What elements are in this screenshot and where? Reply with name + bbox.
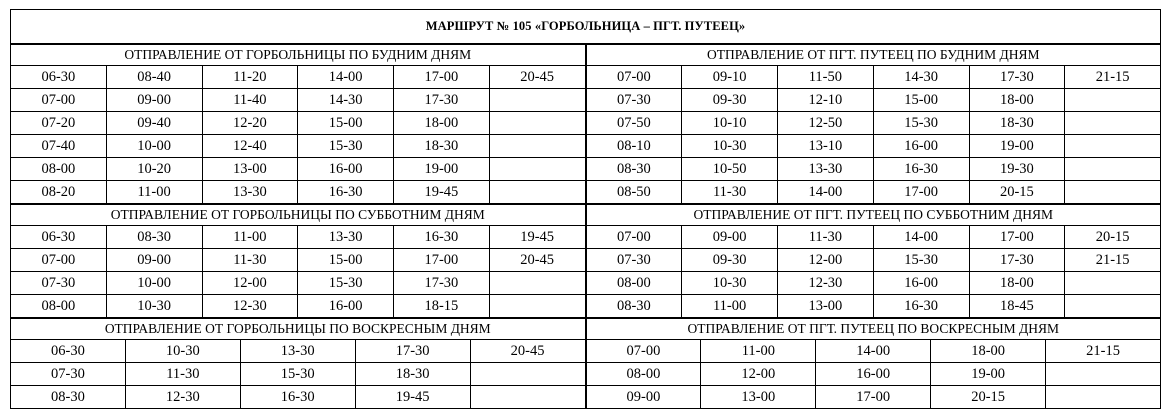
departures-from-puteets-saturday	[586, 204, 1162, 318]
departure-time-cell: 11-00	[682, 295, 778, 318]
departure-time-cell: 15-00	[298, 249, 394, 272]
departure-time-cell: 14-00	[873, 226, 969, 249]
departure-time-cell: 20-15	[969, 181, 1065, 204]
departure-time-cell: 17-00	[816, 386, 931, 409]
section-header: ОТПРАВЛЕНИЕ ОТ ПГТ. ПУТЕЕЦ ПО БУДНИМ ДНЯМ	[586, 45, 1161, 66]
departure-time-cell: 19-00	[931, 363, 1046, 386]
departure-time-cell: 07-40	[11, 135, 107, 158]
section-header: ОТПРАВЛЕНИЕ ОТ ГОРБОЛЬНИЦЫ ПО СУББОТНИМ ДНЯМ	[11, 205, 586, 226]
departure-time-cell: 15-30	[298, 272, 394, 295]
departure-time-cell: 12-20	[202, 112, 298, 135]
departure-time-cell: 21-15	[1046, 340, 1161, 363]
departure-time-cell: 12-00	[701, 363, 816, 386]
table-row	[11, 89, 586, 112]
table-row	[586, 386, 1161, 409]
table-row	[586, 363, 1161, 386]
departure-time-cell: 12-30	[125, 386, 240, 409]
departure-time-cell: 16-30	[394, 226, 490, 249]
table-row	[586, 181, 1161, 204]
departure-time-cell: 17-30	[394, 89, 490, 112]
table-row	[586, 135, 1161, 158]
section-header: ОТПРАВЛЕНИЕ ОТ ПГТ. ПУТЕЕЦ ПО ВОСКРЕСНЫМ ДНЯМ	[586, 319, 1161, 340]
departure-time-cell: 08-00	[11, 158, 107, 181]
departure-time-cell: 07-00	[586, 66, 682, 89]
table-row	[11, 112, 586, 135]
departure-time-cell: 07-00	[586, 226, 682, 249]
departures-from-puteets-sunday	[586, 318, 1162, 409]
departure-time-cell: 07-00	[11, 89, 107, 112]
departure-time-cell: 17-00	[394, 249, 490, 272]
table-row	[11, 226, 586, 249]
departure-time-cell: 18-00	[931, 340, 1046, 363]
departure-time-cell: 17-00	[969, 226, 1065, 249]
schedule-blocks	[10, 44, 1161, 409]
departure-time-cell	[470, 363, 585, 386]
departure-time-cell: 16-00	[298, 295, 394, 318]
departure-time-cell	[1065, 272, 1161, 295]
departure-time-cell: 07-30	[11, 363, 126, 386]
departure-time-cell: 16-00	[298, 158, 394, 181]
departure-time-cell: 16-30	[240, 386, 355, 409]
departure-time-cell: 17-30	[355, 340, 470, 363]
departure-time-cell: 11-40	[202, 89, 298, 112]
departure-time-cell	[1065, 158, 1161, 181]
departure-time-cell: 13-30	[298, 226, 394, 249]
departure-time-cell: 08-00	[586, 363, 701, 386]
table-row	[586, 295, 1161, 318]
departure-time-cell: 17-00	[873, 181, 969, 204]
departure-time-cell: 07-30	[586, 249, 682, 272]
departure-time-cell: 09-10	[682, 66, 778, 89]
departure-time-cell: 18-30	[969, 112, 1065, 135]
table-row	[586, 112, 1161, 135]
table-row	[586, 340, 1161, 363]
table-row	[11, 66, 586, 89]
table-row	[11, 386, 586, 409]
departure-time-cell: 21-15	[1065, 66, 1161, 89]
table-row	[586, 89, 1161, 112]
timetable	[10, 44, 586, 204]
departure-time-cell: 06-30	[11, 226, 107, 249]
section-header-row	[586, 205, 1161, 226]
schedule-block-saturday	[10, 204, 1161, 318]
table-row	[11, 158, 586, 181]
departure-time-cell: 07-20	[11, 112, 107, 135]
departure-time-cell: 08-40	[106, 66, 202, 89]
departure-time-cell: 18-30	[355, 363, 470, 386]
departure-time-cell	[489, 272, 585, 295]
departure-time-cell: 12-10	[778, 89, 874, 112]
schedule-sheet	[10, 9, 1161, 409]
departure-time-cell: 19-00	[969, 135, 1065, 158]
departure-time-cell: 07-30	[11, 272, 107, 295]
departure-time-cell: 13-30	[778, 158, 874, 181]
departure-time-cell: 10-30	[106, 295, 202, 318]
departure-time-cell: 08-50	[586, 181, 682, 204]
section-header-row	[586, 319, 1161, 340]
departure-time-cell	[489, 89, 585, 112]
section-header-row	[11, 319, 586, 340]
departure-time-cell: 10-30	[682, 272, 778, 295]
table-row	[586, 272, 1161, 295]
table-row	[586, 158, 1161, 181]
departure-time-cell: 16-00	[816, 363, 931, 386]
departure-time-cell: 08-20	[11, 181, 107, 204]
departure-time-cell: 13-00	[701, 386, 816, 409]
departure-time-cell: 09-40	[106, 112, 202, 135]
departure-time-cell: 11-30	[778, 226, 874, 249]
departure-time-cell: 18-30	[394, 135, 490, 158]
departure-time-cell: 10-50	[682, 158, 778, 181]
departure-time-cell: 20-15	[1065, 226, 1161, 249]
departure-time-cell: 12-50	[778, 112, 874, 135]
timetable	[10, 204, 586, 318]
departure-time-cell: 08-00	[586, 272, 682, 295]
table-row	[11, 295, 586, 318]
departure-time-cell: 17-30	[394, 272, 490, 295]
departure-time-cell: 15-00	[298, 112, 394, 135]
departure-time-cell: 12-40	[202, 135, 298, 158]
departure-time-cell: 19-00	[394, 158, 490, 181]
departure-time-cell: 08-30	[106, 226, 202, 249]
departure-time-cell: 12-30	[778, 272, 874, 295]
departure-time-cell: 16-00	[873, 135, 969, 158]
departure-time-cell: 07-50	[586, 112, 682, 135]
departure-time-cell: 12-00	[778, 249, 874, 272]
departure-time-cell: 07-00	[11, 249, 107, 272]
departure-time-cell: 08-30	[586, 295, 682, 318]
departure-time-cell: 17-30	[969, 66, 1065, 89]
departure-time-cell: 09-00	[106, 89, 202, 112]
schedule-block-sunday	[10, 318, 1161, 409]
departure-time-cell: 19-45	[489, 226, 585, 249]
departure-time-cell: 15-30	[240, 363, 355, 386]
departure-time-cell: 13-30	[202, 181, 298, 204]
departure-time-cell: 12-00	[202, 272, 298, 295]
table-row	[586, 249, 1161, 272]
departure-time-cell: 11-00	[106, 181, 202, 204]
departure-time-cell: 09-00	[682, 226, 778, 249]
departure-time-cell: 14-00	[778, 181, 874, 204]
departure-time-cell	[489, 295, 585, 318]
departure-time-cell: 16-30	[873, 158, 969, 181]
departure-time-cell: 17-00	[394, 66, 490, 89]
departure-time-cell: 10-30	[682, 135, 778, 158]
departure-time-cell	[1046, 363, 1161, 386]
departure-time-cell: 09-30	[682, 89, 778, 112]
section-header: ОТПРАВЛЕНИЕ ОТ ГОРБОЛЬНИЦЫ ПО ВОСКРЕСНЫМ ДНЯМ	[11, 319, 586, 340]
departure-time-cell: 15-30	[873, 249, 969, 272]
departure-time-cell: 18-00	[969, 272, 1065, 295]
departure-time-cell	[1065, 89, 1161, 112]
section-header: ОТПРАВЛЕНИЕ ОТ ГОРБОЛЬНИЦЫ ПО БУДНИМ ДНЯМ	[11, 45, 586, 66]
departure-time-cell: 20-45	[489, 249, 585, 272]
departure-time-cell: 13-30	[240, 340, 355, 363]
departures-from-puteets-weekday	[586, 44, 1162, 204]
departure-time-cell: 11-30	[125, 363, 240, 386]
timetable	[10, 318, 586, 409]
departure-time-cell: 08-30	[11, 386, 126, 409]
table-row	[586, 226, 1161, 249]
departure-time-cell: 07-30	[586, 89, 682, 112]
section-header-row	[586, 45, 1161, 66]
departure-time-cell: 06-30	[11, 66, 107, 89]
departure-time-cell: 14-00	[816, 340, 931, 363]
departure-time-cell	[489, 181, 585, 204]
departures-from-hospital-weekday	[10, 44, 586, 204]
section-header-row	[11, 205, 586, 226]
table-row	[11, 272, 586, 295]
departure-time-cell: 21-15	[1065, 249, 1161, 272]
departure-time-cell: 14-30	[298, 89, 394, 112]
departure-time-cell	[1065, 295, 1161, 318]
departure-time-cell	[1065, 135, 1161, 158]
departure-time-cell: 20-15	[931, 386, 1046, 409]
timetable	[586, 204, 1162, 318]
departure-time-cell	[1046, 386, 1161, 409]
departure-time-cell: 08-00	[11, 295, 107, 318]
table-row	[11, 249, 586, 272]
departure-time-cell: 09-00	[586, 386, 701, 409]
departure-time-cell: 11-50	[778, 66, 874, 89]
departure-time-cell: 18-45	[969, 295, 1065, 318]
departure-time-cell: 18-15	[394, 295, 490, 318]
departure-time-cell: 15-30	[873, 112, 969, 135]
departure-time-cell: 06-30	[11, 340, 126, 363]
departure-time-cell: 10-30	[125, 340, 240, 363]
departure-time-cell: 20-45	[489, 66, 585, 89]
departure-time-cell: 13-10	[778, 135, 874, 158]
route-title: МАРШРУТ № 105 «ГОРБОЛЬНИЦА – ПГТ. ПУТЕЕЦ»	[10, 9, 1161, 44]
departure-time-cell: 15-30	[298, 135, 394, 158]
departures-from-hospital-saturday	[10, 204, 586, 318]
departure-time-cell: 15-00	[873, 89, 969, 112]
departure-time-cell	[489, 158, 585, 181]
departure-time-cell: 08-30	[586, 158, 682, 181]
departure-time-cell: 11-30	[682, 181, 778, 204]
departure-time-cell: 13-00	[778, 295, 874, 318]
departure-time-cell: 12-30	[202, 295, 298, 318]
section-header: ОТПРАВЛЕНИЕ ОТ ПГТ. ПУТЕЕЦ ПО СУББОТНИМ ДНЯМ	[586, 205, 1161, 226]
departure-time-cell: 13-00	[202, 158, 298, 181]
timetable	[586, 44, 1162, 204]
departure-time-cell	[1065, 181, 1161, 204]
departure-time-cell: 09-00	[106, 249, 202, 272]
departure-time-cell: 16-30	[298, 181, 394, 204]
departure-time-cell: 11-00	[202, 226, 298, 249]
departure-time-cell: 14-00	[298, 66, 394, 89]
departure-time-cell: 10-20	[106, 158, 202, 181]
departure-time-cell: 10-10	[682, 112, 778, 135]
departure-time-cell: 10-00	[106, 272, 202, 295]
departure-time-cell: 19-30	[969, 158, 1065, 181]
departure-time-cell: 19-45	[355, 386, 470, 409]
departure-time-cell: 11-20	[202, 66, 298, 89]
departure-time-cell: 16-30	[873, 295, 969, 318]
departure-time-cell	[489, 135, 585, 158]
section-header-row	[11, 45, 586, 66]
departure-time-cell: 20-45	[470, 340, 585, 363]
departure-time-cell: 19-45	[394, 181, 490, 204]
departure-time-cell: 09-30	[682, 249, 778, 272]
table-row	[586, 66, 1161, 89]
departure-time-cell: 11-30	[202, 249, 298, 272]
departure-time-cell	[489, 112, 585, 135]
departure-time-cell	[1065, 112, 1161, 135]
departure-time-cell: 11-00	[701, 340, 816, 363]
table-row	[11, 340, 586, 363]
timetable	[586, 318, 1162, 409]
departure-time-cell: 14-30	[873, 66, 969, 89]
departure-time-cell: 16-00	[873, 272, 969, 295]
departure-time-cell	[470, 386, 585, 409]
departure-time-cell: 17-30	[969, 249, 1065, 272]
schedule-block-weekday	[10, 44, 1161, 204]
table-row	[11, 135, 586, 158]
departure-time-cell: 18-00	[394, 112, 490, 135]
departure-time-cell: 18-00	[969, 89, 1065, 112]
table-row	[11, 363, 586, 386]
table-row	[11, 181, 586, 204]
departure-time-cell: 07-00	[586, 340, 701, 363]
departures-from-hospital-sunday	[10, 318, 586, 409]
departure-time-cell: 10-00	[106, 135, 202, 158]
departure-time-cell: 08-10	[586, 135, 682, 158]
